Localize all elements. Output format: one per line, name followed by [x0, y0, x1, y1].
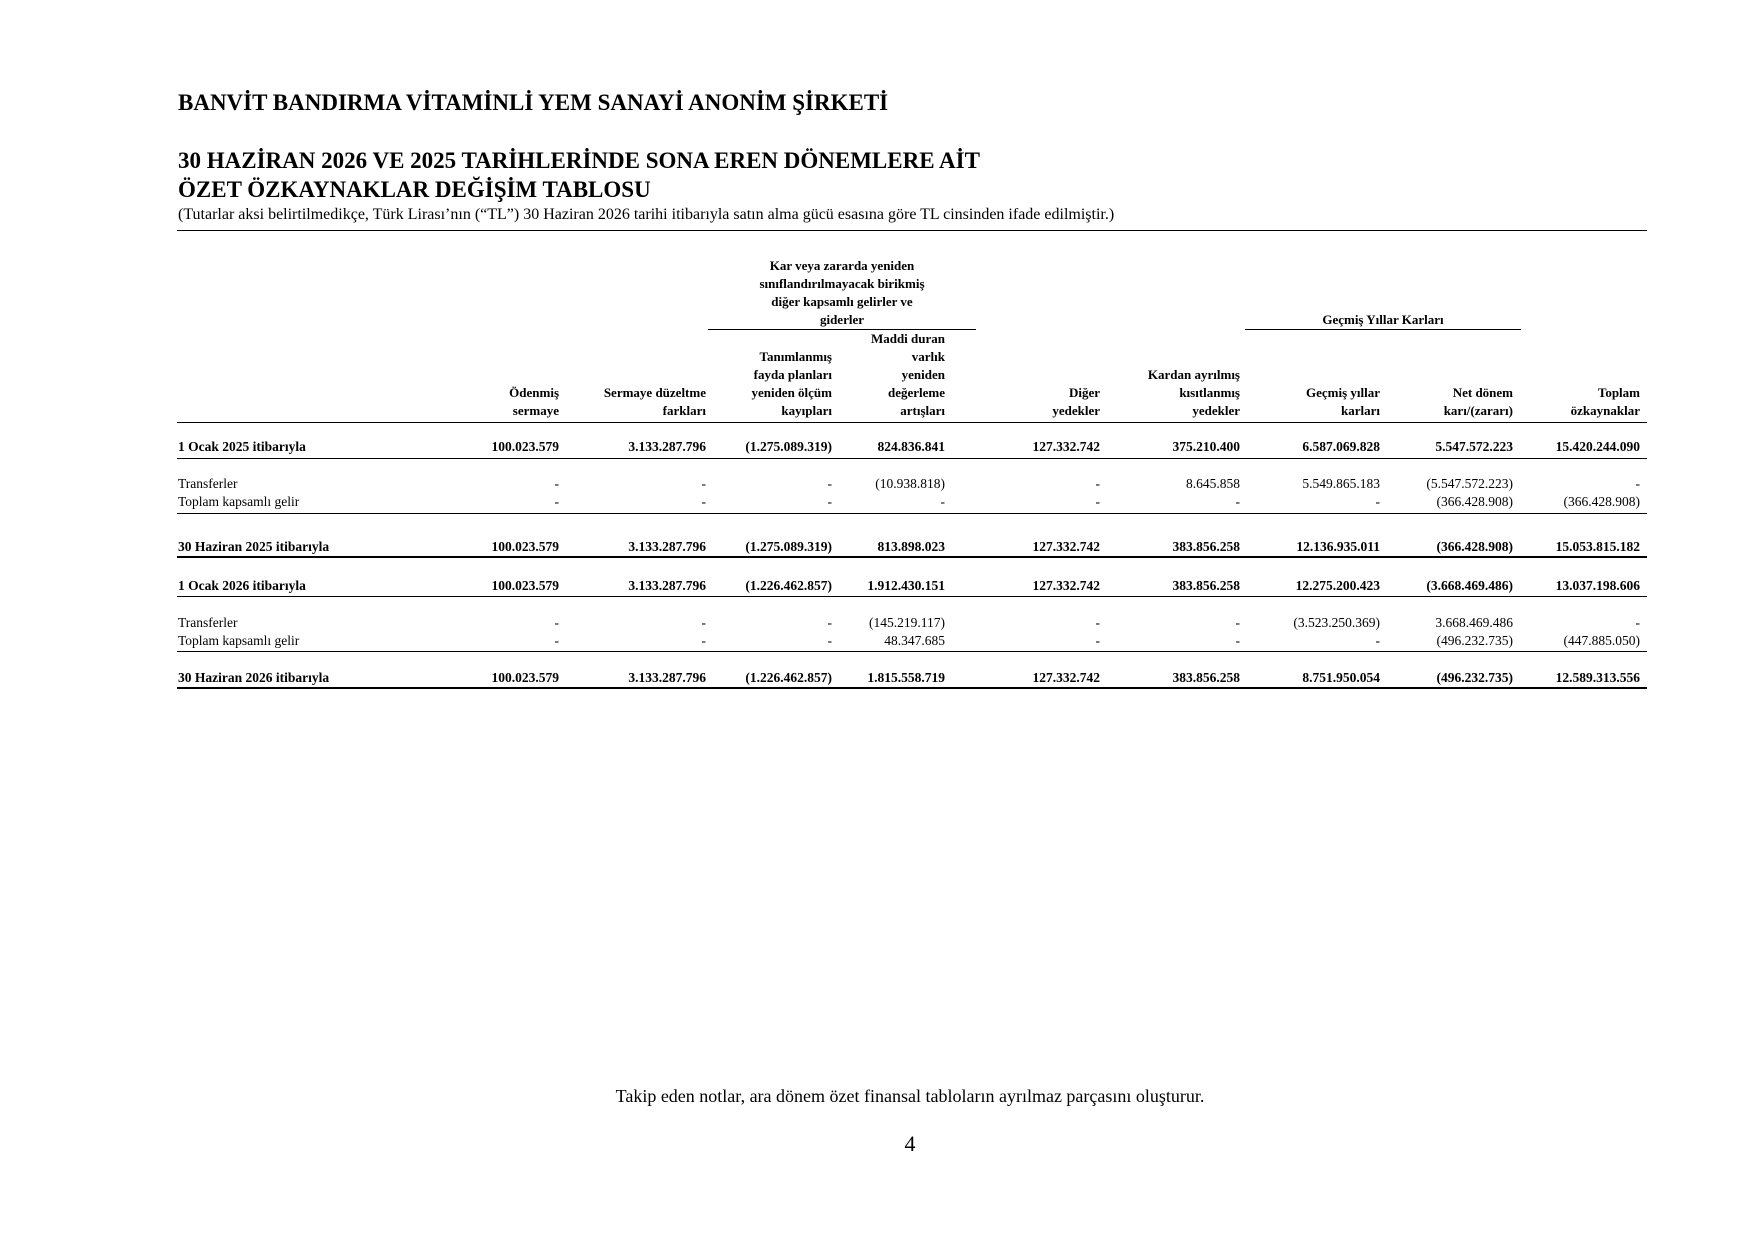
row-comprehensive-income-2025	[177, 494, 1647, 514]
cell-capital-adjustment: -	[701, 615, 706, 630]
column-header-restricted-reserves	[1148, 366, 1240, 420]
cell-restricted-reserves: -	[1235, 494, 1240, 509]
cell-restricted-reserves: 383.856.258	[1172, 539, 1240, 554]
rule-before-closing-2025	[177, 513, 1647, 514]
row-label: Transferler	[178, 476, 238, 491]
column-header-line: yedekler	[1052, 403, 1100, 418]
row-transfers-2025	[177, 476, 1647, 496]
cell-revaluation-surplus: (145.219.117)	[869, 615, 945, 630]
oci-group-header-line: sınıflandırılmayacak birikmiş	[759, 276, 925, 291]
cell-net-period-profit: (496.232.735)	[1436, 670, 1513, 685]
column-header-defined-benefit-remeasurement	[751, 348, 832, 420]
cell-capital-adjustment: 3.133.287.796	[628, 670, 706, 685]
cell-restricted-reserves: 383.856.258	[1172, 578, 1240, 593]
row-opening-2026	[177, 578, 1647, 598]
cell-defined-benefit-remeasurement: (1.226.462.857)	[745, 670, 832, 685]
column-header-line: sermaye	[512, 403, 559, 418]
statement-subtitle: (Tutarlar aksi belirtilmedikçe, Türk Lirası’nın (“TL”) 30 Haziran 2026 tarihi itibarıyla satın alma gücü esasına göre TL cinsinden ifade edilmiştir.)	[178, 206, 1115, 223]
rule-after-opening-2025	[177, 458, 1647, 459]
cell-net-period-profit: 5.547.572.223	[1435, 439, 1513, 454]
column-header-line: yeniden ölçüm	[751, 385, 832, 400]
column-header-line: Ödenmiş	[509, 385, 559, 400]
cell-net-period-profit: (366.428.908)	[1436, 494, 1513, 509]
page-number: 4	[904, 1131, 916, 1156]
cell-prior-years-profits: 12.136.935.011	[1296, 539, 1380, 554]
cell-net-period-profit: (366.428.908)	[1436, 539, 1513, 554]
cell-other-reserves: 127.332.742	[1032, 670, 1100, 685]
cell-restricted-reserves: -	[1235, 633, 1240, 648]
cell-prior-years-profits: -	[1375, 633, 1380, 648]
column-header-line: karı/(zararı)	[1443, 403, 1513, 418]
cell-total-equity: -	[1635, 476, 1640, 491]
cell-paid-in-capital: -	[554, 615, 559, 630]
row-label: Toplam kapsamlı gelir	[178, 633, 300, 648]
cell-other-reserves: -	[1095, 633, 1100, 648]
rule-after-closing-2026	[177, 687, 1647, 689]
column-header-line: farkları	[662, 403, 706, 418]
column-header-line: fayda planları	[753, 367, 832, 382]
rule-before-closing-2026	[177, 651, 1647, 652]
row-label: 1 Ocak 2025 itibarıyla	[178, 439, 306, 454]
cell-defined-benefit-remeasurement: -	[827, 633, 832, 648]
cell-revaluation-surplus: 1.912.430.151	[867, 578, 945, 593]
company-name: BANVİT BANDIRMA VİTAMİNLİ YEM SANAYİ ANONİM ŞİRKETİ	[178, 90, 889, 115]
title-divider	[177, 230, 1647, 231]
cell-paid-in-capital: -	[554, 633, 559, 648]
cell-defined-benefit-remeasurement: -	[827, 476, 832, 491]
footer-note: Takip eden notlar, ara dönem özet finansal tabloların ayrılmaz parçasını oluşturur.	[615, 1086, 1205, 1106]
cell-restricted-reserves: -	[1235, 615, 1240, 630]
cell-revaluation-surplus: 1.815.558.719	[867, 670, 945, 685]
cell-total-equity: 13.037.198.606	[1555, 578, 1640, 593]
row-label: Transferler	[178, 615, 238, 630]
cell-capital-adjustment: -	[701, 494, 706, 509]
oci-group-header-line: diğer kapsamlı gelirler ve	[771, 294, 913, 309]
cell-net-period-profit: (496.232.735)	[1436, 633, 1513, 648]
cell-defined-benefit-remeasurement: (1.275.089.319)	[745, 439, 832, 454]
cell-prior-years-profits: (3.523.250.369)	[1293, 615, 1380, 630]
cell-revaluation-surplus: (10.938.818)	[875, 476, 945, 491]
cell-revaluation-surplus: 824.836.841	[877, 439, 945, 454]
row-transfers-2026	[177, 615, 1647, 635]
cell-prior-years-profits: 12.275.200.423	[1295, 578, 1380, 593]
column-header-line: Net dönem	[1452, 385, 1513, 400]
cell-other-reserves: -	[1095, 476, 1100, 491]
cell-other-reserves: 127.332.742	[1032, 578, 1100, 593]
cell-prior-years-profits: 8.751.950.054	[1302, 670, 1380, 685]
column-header-revaluation-surplus	[871, 330, 945, 420]
column-header-line: Diğer	[1068, 385, 1100, 400]
cell-other-reserves: 127.332.742	[1032, 539, 1100, 554]
cell-other-reserves: -	[1095, 494, 1100, 509]
cell-total-equity: 15.420.244.090	[1555, 439, 1640, 454]
cell-total-equity: (447.885.050)	[1563, 633, 1640, 648]
row-opening-2025	[177, 439, 1647, 459]
column-header-line: Geçmiş yıllar	[1305, 385, 1380, 400]
cell-capital-adjustment: -	[701, 633, 706, 648]
oci-group-header-line: Kar veya zararda yeniden	[769, 258, 915, 273]
cell-revaluation-surplus: 813.898.023	[877, 539, 945, 554]
column-header-line: Kardan ayrılmış	[1147, 367, 1240, 382]
column-header-paid-in-capital	[509, 384, 559, 420]
cell-defined-benefit-remeasurement: -	[827, 494, 832, 509]
column-header-line: yeniden	[901, 367, 945, 382]
cell-other-reserves: 127.332.742	[1032, 439, 1100, 454]
row-label: 1 Ocak 2026 itibarıyla	[178, 578, 306, 593]
cell-prior-years-profits: 6.587.069.828	[1302, 439, 1380, 454]
cell-paid-in-capital: -	[554, 476, 559, 491]
cell-total-equity: 15.053.815.182	[1555, 539, 1640, 554]
statement-title-line-1: 30 HAZİRAN 2026 VE 2025 TARİHLERİNDE SONA EREN DÖNEMLERE AİT	[178, 148, 980, 173]
cell-restricted-reserves: 383.856.258	[1172, 670, 1240, 685]
row-label: Toplam kapsamlı gelir	[178, 494, 300, 509]
column-header-other-reserves	[1052, 384, 1100, 420]
column-header-line: Tanımlanmış	[759, 349, 832, 364]
cell-prior-years-profits: -	[1375, 494, 1380, 509]
retained-earnings-group-header: Geçmiş Yıllar Karları	[1322, 312, 1444, 327]
cell-capital-adjustment: 3.133.287.796	[628, 539, 706, 554]
column-header-line: kısıtlanmış	[1179, 385, 1240, 400]
column-header-line: karları	[1341, 403, 1380, 418]
cell-restricted-reserves: 375.210.400	[1172, 439, 1240, 454]
cell-net-period-profit: (5.547.572.223)	[1426, 476, 1513, 491]
cell-capital-adjustment: 3.133.287.796	[628, 439, 706, 454]
rule-after-closing-2025	[177, 556, 1647, 558]
oci-group-header	[708, 257, 976, 329]
column-header-line: yedekler	[1192, 403, 1240, 418]
cell-total-equity: 12.589.313.556	[1555, 670, 1640, 685]
row-comprehensive-income-2026	[177, 633, 1647, 653]
cell-capital-adjustment: -	[701, 476, 706, 491]
rule-after-opening-2026	[177, 596, 1647, 597]
cell-total-equity: (366.428.908)	[1563, 494, 1640, 509]
cell-defined-benefit-remeasurement: -	[827, 615, 832, 630]
row-label: 30 Haziran 2025 itibarıyla	[178, 539, 330, 554]
cell-restricted-reserves: 8.645.858	[1186, 476, 1240, 491]
statement-title-line-2: ÖZET ÖZKAYNAKLAR DEĞİŞİM TABLOSU	[178, 177, 651, 202]
header-divider	[177, 422, 1647, 423]
oci-group-header-line: giderler	[819, 312, 865, 327]
column-header-prior-years-profits	[1306, 384, 1380, 420]
cell-paid-in-capital: -	[554, 494, 559, 509]
column-header-line: Sermaye düzeltme	[603, 385, 706, 400]
column-header-line: değerleme	[887, 385, 945, 400]
column-header-net-period-profit	[1444, 384, 1513, 420]
cell-revaluation-surplus: 48.347.685	[884, 633, 945, 648]
cell-capital-adjustment: 3.133.287.796	[628, 578, 706, 593]
column-header-capital-adjustment	[604, 384, 706, 420]
cell-paid-in-capital: 100.023.579	[491, 578, 559, 593]
column-header-total-equity	[1571, 384, 1640, 420]
column-header-line: Maddi duran	[870, 331, 945, 346]
cell-paid-in-capital: 100.023.579	[491, 539, 559, 554]
cell-prior-years-profits: 5.549.865.183	[1302, 476, 1380, 491]
column-header-line: artışları	[900, 403, 945, 418]
cell-revaluation-surplus: -	[940, 494, 945, 509]
row-label: 30 Haziran 2026 itibarıyla	[178, 670, 330, 685]
cell-defined-benefit-remeasurement: (1.275.089.319)	[745, 539, 832, 554]
cell-defined-benefit-remeasurement: (1.226.462.857)	[745, 578, 832, 593]
cell-total-equity: -	[1635, 615, 1640, 630]
cell-paid-in-capital: 100.023.579	[491, 439, 559, 454]
cell-net-period-profit: 3.668.469.486	[1435, 615, 1513, 630]
cell-other-reserves: -	[1095, 615, 1100, 630]
column-header-line: varlık	[911, 349, 945, 364]
cell-net-period-profit: (3.668.469.486)	[1426, 578, 1513, 593]
retained-earnings-group-underline	[1245, 329, 1521, 330]
column-header-line: özkaynaklar	[1570, 403, 1640, 418]
column-header-line: kayıpları	[781, 403, 832, 418]
column-header-line: Toplam	[1597, 385, 1640, 400]
cell-paid-in-capital: 100.023.579	[491, 670, 559, 685]
